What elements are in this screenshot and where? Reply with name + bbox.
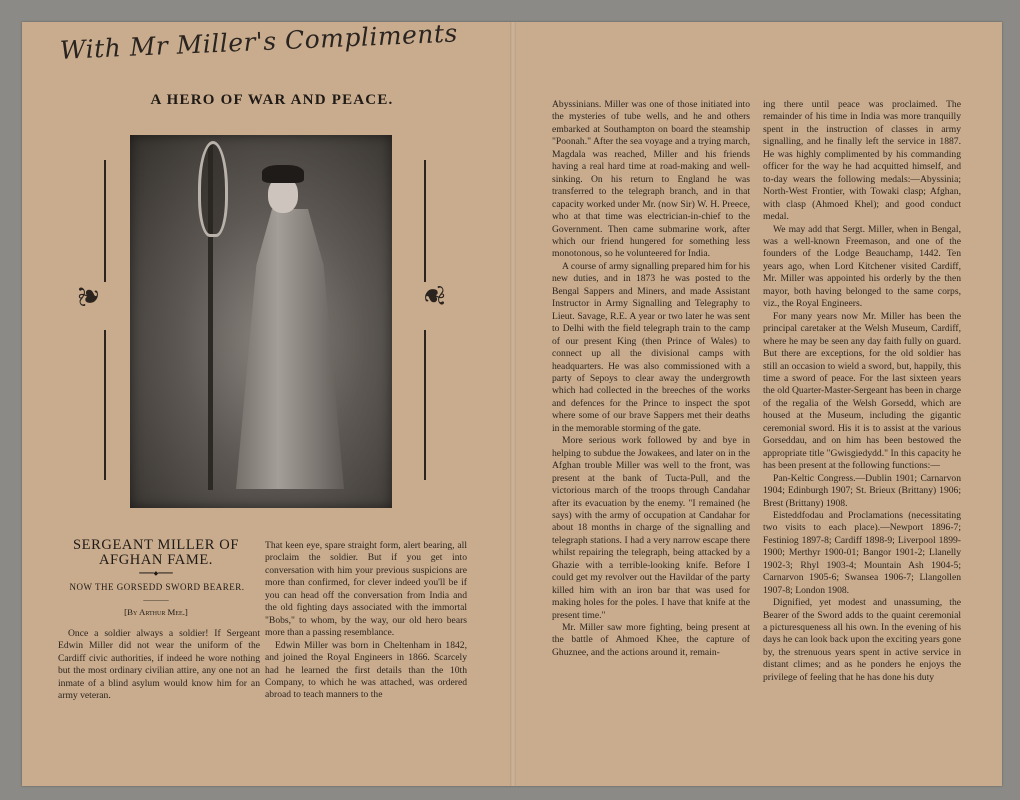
column-2 bbox=[265, 540, 467, 702]
byline-rule: ────── bbox=[143, 598, 169, 604]
paragraph: ing there until peace was proclaimed. The remainder of his time in India was more tranquilly spent in the instruction of classes in army signalling, and he finally left the service in 1887. He was highly complimented by his commanding officer for the way he had acquitted himself, and to-day wears the following medals:—Abyssinia; North-West Frontier, with Towaki clasp; Afghan, with clasp (Ahmoed Khel); and good conduct medal. bbox=[763, 99, 961, 223]
title-divider: ━━━━◆━━━━ bbox=[139, 571, 173, 577]
article-title-line2: AFGHAN FAME. bbox=[98, 552, 214, 568]
paragraph: That keen eye, spare straight form, alert bearing, all proclaim the soldier. But if you get into conversation with him your previous suspicions are more than confirmed, for clever indeed you'll be if you can head off the conversation from India and the old fighting days associated with the immortal "Bobs," to whom, by the way, our old hero bears more than a passing resemblance. bbox=[265, 540, 467, 639]
left-vertical-rule bbox=[104, 160, 106, 282]
leaf-sprig-icon: ❦ bbox=[72, 284, 106, 308]
article-title-line1: SERGEANT MILLER OF bbox=[72, 537, 239, 553]
paragraph: A course of army signalling prepared him for his new duties, and in 1873 he was posted to the Bengal Sappers and Miners, and made Assistant Instructor in Army Signalling and Telegraphy to Lieut. Savage, R.E. A year or two later he was sent to Delhi with the field telegraph train to the camp of our present King (then Prince of Wales) to connect up all the divisional camps with headquarters. He was also commissioned with a party of Sepoys to clear away the undergrowth which had collected in the breeches of the works and defences for the Prince to inspect the spot where some of our brave Sappers met their deaths in the memorable storming of the gate. bbox=[552, 260, 750, 434]
article-title bbox=[58, 538, 254, 568]
right-vertical-rule bbox=[424, 160, 426, 282]
paragraph: We may add that Sergt. Miller, when in Bengal, was a well-known Freemason, and one of the founders of the Lodge Beauchamp, 1442. Ten years ago, when Lord Kitchener visited Cardiff, Mr. Miller was appointed his orderly by the then mayor, both having belonged to the same corps, viz., the Royal Engineers. bbox=[763, 223, 961, 310]
paragraph: Edwin Miller was born in Cheltenham in 1842, and joined the Royal Engineers in 1866. Scarcely had he learned the first details than the 10th Company, to which he was attached, was ordered abroad to teach manners to the bbox=[265, 639, 467, 701]
column-1 bbox=[58, 628, 260, 703]
column-4 bbox=[763, 99, 961, 684]
paragraph: Abyssinians. Miller was one of those initiated into the mysteries of tube wells, and he and others embarked at Southampton on board the steamship "Poonah." After the sea voyage and a trying march, Magdala was reached, Miller and his friends having a real hard time at road-making and well-sinking. On his return to England he was transferred to the telegraph branch, and in that capacity worked under Mr. (now Sir) W. H. Preece, who at that time was electrician-in-chief to the Government. Then came submarine work, after which our friend hungered for something less monotonous, so he volunteered for India. bbox=[552, 99, 750, 260]
right-vertical-rule-lower bbox=[424, 330, 426, 480]
article-subtitle: NOW THE GORSEDD SWORD BEARER. bbox=[69, 582, 245, 592]
paragraph: Once a soldier always a soldier! If Sergeant Edwin Miller did not wear the uniform of the Cardiff civic authorities, if indeed he wore nothing but the most ordinary civilian attire, any one not an inmate of a blind asylum would know him for an army veteran. bbox=[58, 628, 260, 702]
left-vertical-rule-lower bbox=[104, 330, 106, 480]
leaf-sprig-icon: ❦ bbox=[417, 284, 451, 308]
paragraph: For many years now Mr. Miller has been the principal caretaker at the Welsh Museum, Cardiff, where he may be seen any day faith fully on guard. But there are exceptions, for the old soldier has still an occasion to wield a sword, but, happily, this time a sword of peace. For the last sixteen years the old Quarter-Master-Sergeant has been in charge of the regalia of the Welsh Gorsedd, which are housed at the Museum, including the gigantic ceremonial sword. His it is to assist at the various Gorseddau, and on him has been bestowed the appropriate title "Gwisgiedydd." In this capacity he has been present at the following functions:— bbox=[763, 310, 961, 472]
column-3 bbox=[552, 99, 750, 659]
paragraph: More serious work followed by and bye in helping to subdue the Jowakees, and later on in the Afghan trouble Miller was well to the front, was present at the bank of Tucta-Pull, and the victorious march of the troops through Candahar after its evacuation by the enemy. "I remained (he says) with the army of occupation at Candahar for about 18 months in charge of the signalling and telegraph stations. I had a very narrow escape there whilst repairing the telegraph, being attacked by a Ghazie with a terrible-looking knife. Before I could get my revolver out the Havildar of the party killed him with an iron bar that was used for making holes for the poles. I have that knife at the present time." bbox=[552, 435, 750, 621]
paragraph: Eisteddfodau and Proclamations (necessitating two visits to each place).—Newport 1896-7; Festiniog 1897-8; Cardiff 1898-9; Liverpool 1899-1900; Merthyr 1900-01; Bangor 1901-2; Llanelly 1902-3; Rhyl 1903-4; Mountain Ash 1904-5; Carnarvon 1905-6; Swansea 1906-7; Llangollen 1907-8; London 1908. bbox=[763, 509, 961, 596]
figure-hat bbox=[262, 165, 304, 183]
byline: [By Arthur Mee.] bbox=[124, 607, 188, 617]
paragraph: Dignified, yet modest and unassuming, the Bearer of the Sword adds to the quaint ceremonial a picturesqueness all his own. In the evening of his days he can look back upon the exciting years gone by, the strenuous years spent in active service in distant climes; and as he ponders he enjoys the privilege of feeling that he has done his duty bbox=[763, 597, 961, 683]
paragraph: Mr. Miller saw more fighting, being present at the battle of Ahmoed Khee, the capture of Ghuznee, and the actions around it, remain- bbox=[552, 622, 750, 658]
center-fold bbox=[510, 22, 516, 786]
paragraph: Pan-Keltic Congress.—Dublin 1901; Carnarvon 1904; Edinburgh 1907; St. Brieux (Brittany) 1906; Brest (Brittany) 1908. bbox=[763, 472, 961, 509]
figure-robe bbox=[230, 209, 350, 489]
sword-hilt bbox=[198, 141, 228, 237]
portrait-photo bbox=[130, 135, 392, 508]
handwritten-inscription: With Mr Miller's Compliments bbox=[59, 18, 459, 65]
headline: A HERO OF WAR AND PEACE. bbox=[150, 92, 394, 108]
